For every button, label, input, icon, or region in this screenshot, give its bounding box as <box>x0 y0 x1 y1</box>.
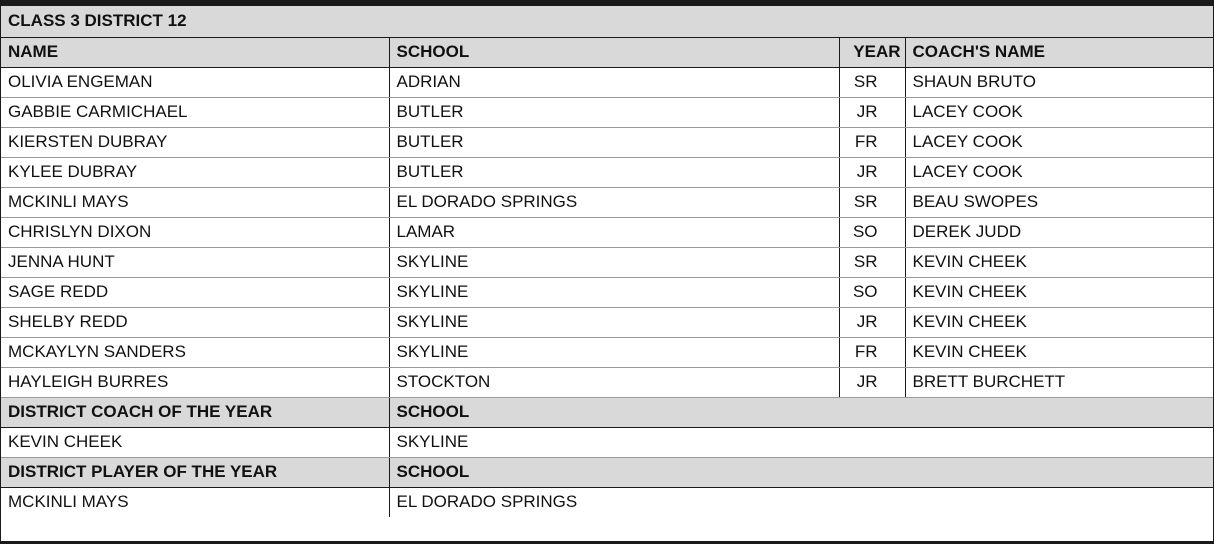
column-header-row <box>1 37 1213 67</box>
table-row <box>1 337 1213 367</box>
player-year: SR <box>839 67 905 97</box>
player-coach: KEVIN CHEEK <box>905 307 1213 337</box>
player-school: SKYLINE <box>389 247 839 277</box>
table-row <box>1 217 1213 247</box>
player-year: SO <box>839 277 905 307</box>
player-school: BUTLER <box>389 97 839 127</box>
player-name: KIERSTEN DUBRAY <box>1 127 389 157</box>
table-row <box>1 277 1213 307</box>
player-year: JR <box>839 367 905 397</box>
player-school: SKYLINE <box>389 307 839 337</box>
player-of-year-header: DISTRICT PLAYER OF THE YEAR <box>1 457 389 487</box>
player-year: JR <box>839 97 905 127</box>
player-school: LAMAR <box>389 217 839 247</box>
player-coach: KEVIN CHEEK <box>905 337 1213 367</box>
player-school: SKYLINE <box>389 277 839 307</box>
player-school: SKYLINE <box>389 337 839 367</box>
player-of-year-school-header: SCHOOL <box>389 457 839 487</box>
player-coach: LACEY COOK <box>905 157 1213 187</box>
coach-of-year-row <box>1 427 1213 457</box>
player-name: KYLEE DUBRAY <box>1 157 389 187</box>
player-of-year-name: MCKINLI MAYS <box>1 487 389 517</box>
coach-of-year-header: DISTRICT COACH OF THE YEAR <box>1 397 389 427</box>
player-name: CHRISLYN DIXON <box>1 217 389 247</box>
player-name: MCKINLI MAYS <box>1 187 389 217</box>
table-row <box>1 157 1213 187</box>
table-row <box>1 187 1213 217</box>
player-coach: LACEY COOK <box>905 97 1213 127</box>
player-coach: KEVIN CHEEK <box>905 247 1213 277</box>
player-year: FR <box>839 337 905 367</box>
player-name: GABBIE CARMICHAEL <box>1 97 389 127</box>
roster-table <box>1 6 1213 517</box>
coach-of-year-school-header: SCHOOL <box>389 397 839 427</box>
player-name: SHELBY REDD <box>1 307 389 337</box>
player-school: BUTLER <box>389 127 839 157</box>
table-title: CLASS 3 DISTRICT 12 <box>1 6 1213 37</box>
player-of-year-school: EL DORADO SPRINGS <box>396 492 578 512</box>
table-row <box>1 307 1213 337</box>
player-name: MCKAYLYN SANDERS <box>1 337 389 367</box>
player-year: SR <box>839 187 905 217</box>
header-school: SCHOOL <box>389 37 839 67</box>
player-school: ADRIAN <box>389 67 839 97</box>
table-row <box>1 97 1213 127</box>
player-coach: BEAU SWOPES <box>905 187 1213 217</box>
header-name: NAME <box>1 37 389 67</box>
header-year: YEAR <box>839 37 905 67</box>
player-name: HAYLEIGH BURRES <box>1 367 389 397</box>
player-year: FR <box>839 127 905 157</box>
player-coach: LACEY COOK <box>905 127 1213 157</box>
player-coach: DEREK JUDD <box>905 217 1213 247</box>
table-row <box>1 247 1213 277</box>
player-name: SAGE REDD <box>1 277 389 307</box>
title-row <box>1 6 1213 37</box>
coach-of-year-header-row <box>1 397 1213 427</box>
coach-of-year-name: KEVIN CHEEK <box>1 427 389 457</box>
table-row <box>1 367 1213 397</box>
player-year: JR <box>839 157 905 187</box>
table-row <box>1 67 1213 97</box>
coach-of-year-school: SKYLINE <box>389 427 839 457</box>
player-year: JR <box>839 307 905 337</box>
player-name: OLIVIA ENGEMAN <box>1 67 389 97</box>
player-of-year-row <box>1 487 1213 517</box>
header-coach: COACH'S NAME <box>905 37 1213 67</box>
player-name: JENNA HUNT <box>1 247 389 277</box>
player-coach: SHAUN BRUTO <box>905 67 1213 97</box>
player-year: SO <box>839 217 905 247</box>
player-coach: BRETT BURCHETT <box>905 367 1213 397</box>
player-coach: KEVIN CHEEK <box>905 277 1213 307</box>
player-year: SR <box>839 247 905 277</box>
table-row <box>1 127 1213 157</box>
player-school: STOCKTON <box>389 367 839 397</box>
player-of-year-header-row <box>1 457 1213 487</box>
player-school: EL DORADO SPRINGS <box>389 187 839 217</box>
player-school: BUTLER <box>389 157 839 187</box>
